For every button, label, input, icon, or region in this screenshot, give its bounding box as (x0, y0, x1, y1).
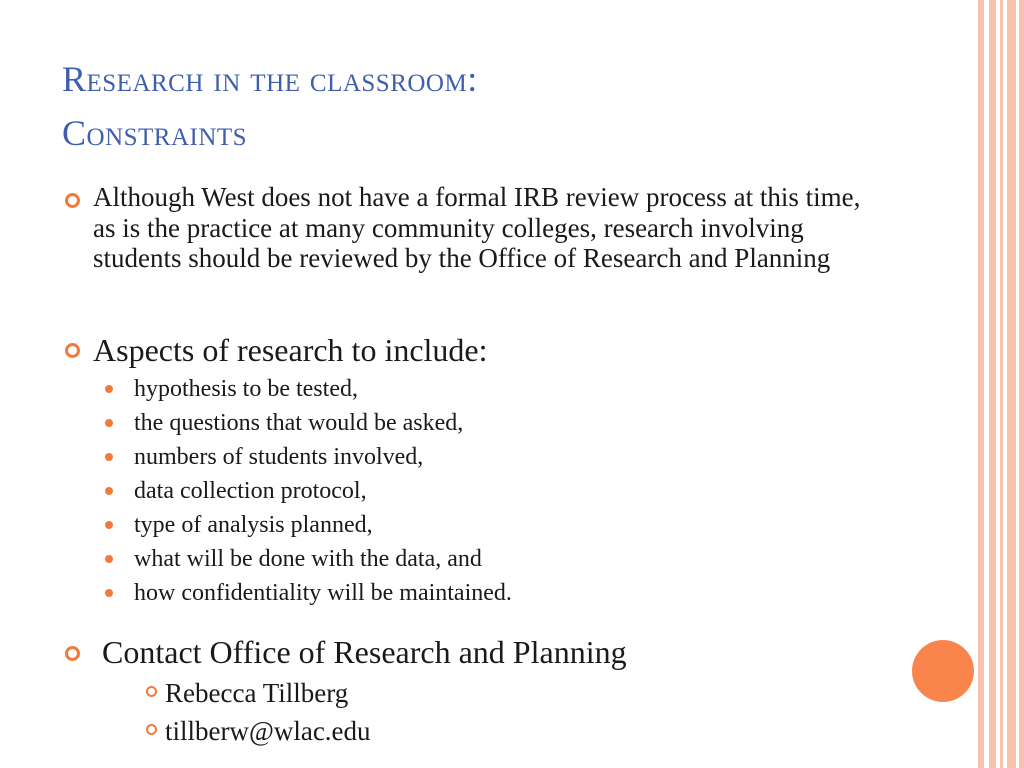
list-item-text: type of analysis planned, (134, 512, 373, 538)
contact-name: Rebecca Tillberg (165, 678, 349, 708)
ring-bullet-icon (65, 646, 80, 661)
dot-bullet-icon (105, 453, 113, 461)
aspects-list (104, 372, 512, 610)
list-item (104, 542, 512, 576)
list-item-text: the questions that would be asked, (134, 410, 464, 436)
title-line-2: Constraints (62, 113, 248, 153)
list-item (104, 372, 512, 406)
ring-bullet-icon (146, 724, 157, 735)
contact-email[interactable]: tillberw@wlac.edu (165, 716, 371, 746)
title-line-1: Research in the classroom: (62, 59, 478, 99)
list-item (104, 576, 512, 610)
dot-bullet-icon (105, 589, 113, 597)
decorative-circle (912, 640, 974, 702)
list-item-text: numbers of students involved, (134, 444, 424, 470)
list-item (104, 440, 512, 474)
dot-bullet-icon (105, 385, 113, 393)
ring-bullet-icon (65, 193, 80, 208)
list-item (104, 474, 512, 508)
list-item-text: data collection protocol, (134, 478, 367, 504)
list-item-text: hypothesis to be tested, (134, 376, 358, 402)
ring-bullet-icon (146, 686, 157, 697)
dot-bullet-icon (105, 487, 113, 495)
dot-bullet-icon (105, 555, 113, 563)
dot-bullet-icon (105, 521, 113, 529)
list-item (104, 508, 512, 542)
list-item (104, 406, 512, 440)
contact-heading: Contact Office of Research and Planning (102, 634, 627, 670)
ring-bullet-icon (65, 343, 80, 358)
list-item-text: how confidentiality will be maintained. (134, 580, 512, 606)
list-item-text: what will be done with the data, and (134, 546, 482, 572)
irb-paragraph: Although West does not have a formal IRB review process at this time, as is the practice at many community colleges, research involving students should be reviewed by the Office of Research and Planning (93, 182, 861, 273)
dot-bullet-icon (105, 419, 113, 427)
aspects-heading: Aspects of research to include: (93, 332, 488, 368)
decorative-stripes (976, 0, 1024, 768)
slide-title (62, 52, 882, 160)
